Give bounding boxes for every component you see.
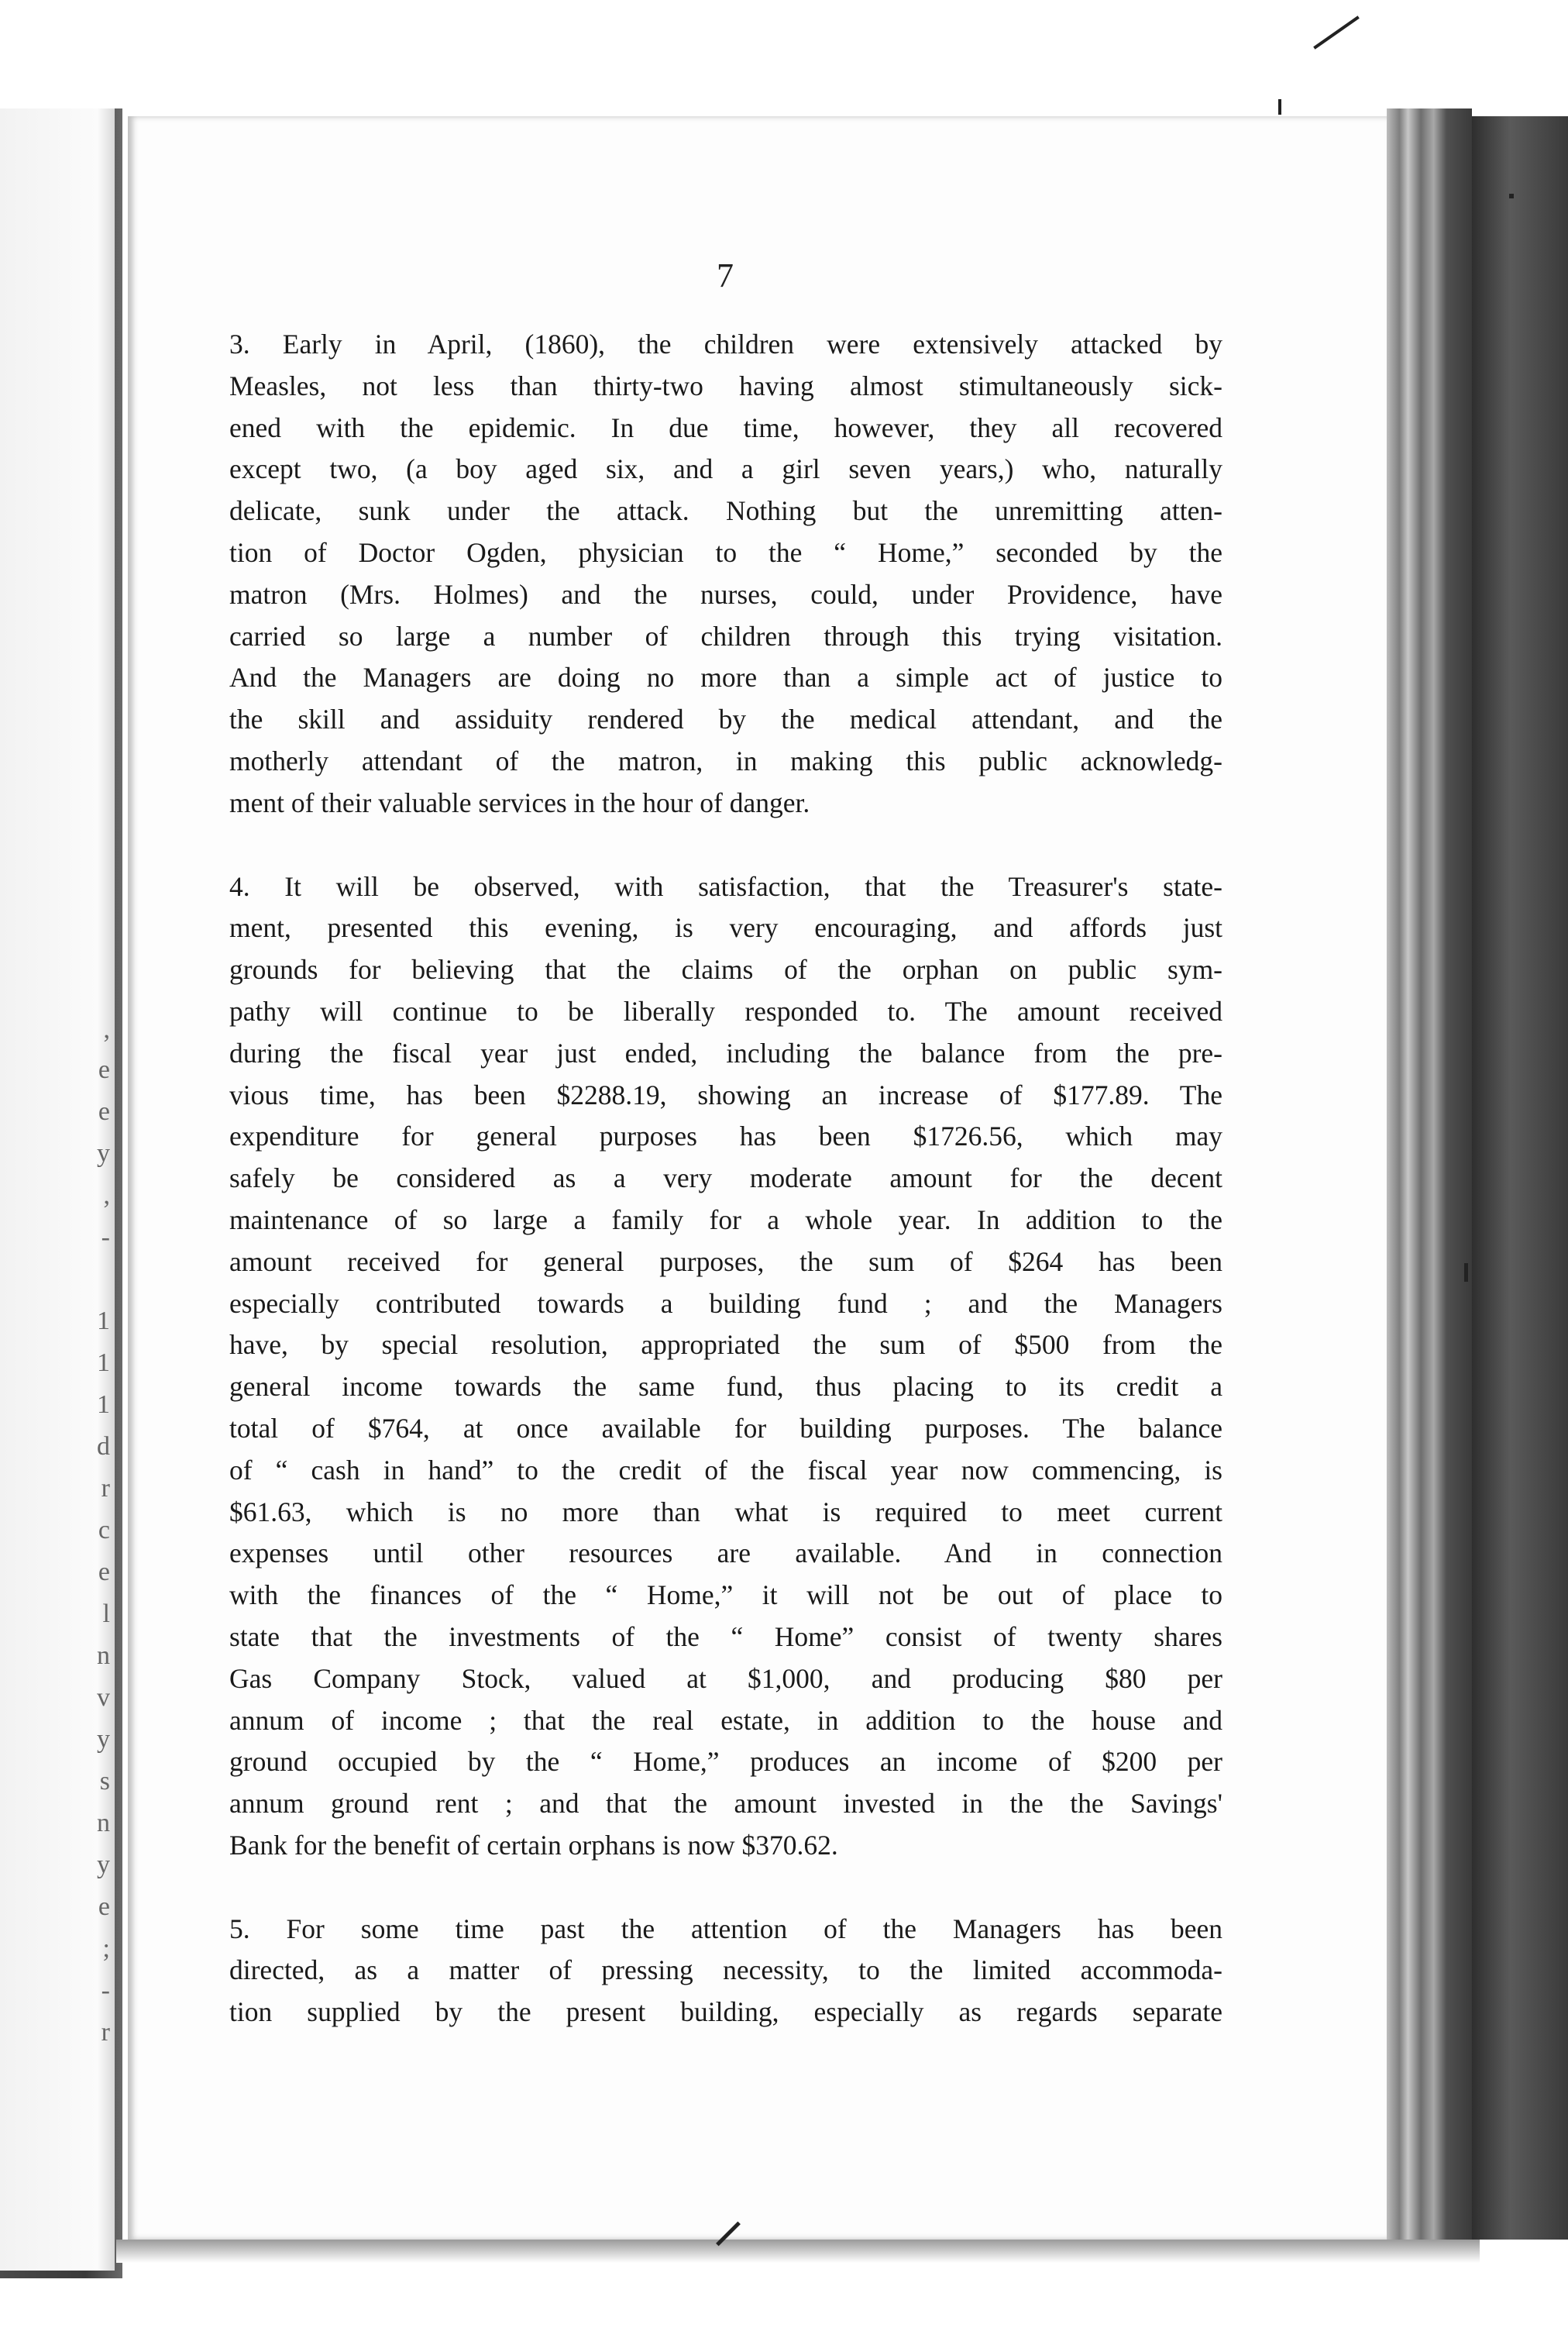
text-line: except two, (a boy aged six, and a girl seven years,) who, naturally [229, 453, 1222, 485]
fragment: - [101, 1976, 110, 2005]
text-line: And the Managers are doing no more than a simple act of justice to [229, 662, 1222, 694]
text-line: annum ground rent ; and that the amount invested in the the Savings' [229, 1788, 1222, 1820]
fragment: y [97, 1851, 110, 1879]
text-line: directed, as a matter of pressing necessity, to the limited accommoda- [229, 1954, 1222, 1986]
fragment: n [97, 1809, 110, 1837]
page-edges [1387, 108, 1472, 2247]
text-line: Bank for the benefit of certain orphans is now $370.62. [229, 1829, 838, 1861]
text-line: have, by special resolution, appropriated the sum of $500 from the [229, 1329, 1222, 1361]
text-line: vious time, has been $2288.19, showing an increase of $177.89. The [229, 1079, 1222, 1110]
fragment: r [101, 1474, 110, 1503]
page-number: 7 [717, 257, 734, 294]
text-line: carried so large a number of children through this trying visitation. [229, 620, 1222, 652]
text-line: ened with the epidemic. In due time, however, they all recovered [229, 411, 1222, 443]
fragment: v [97, 1683, 110, 1712]
text-line: safely be considered as a very moderate amount for the decent [229, 1162, 1222, 1194]
text-line: 3. Early in April, (1860), the children were extensively attacked by [229, 329, 1222, 360]
text-line: tion of Doctor Ogden, physician to the “ Home,” seconded by the [229, 536, 1222, 568]
text-line: matron (Mrs. Holmes) and the nurses, could, under Providence, have [229, 578, 1222, 610]
fragment: 1 [97, 1307, 110, 1335]
text-line: state that the investments of the “ Home” consist of twenty shares [229, 1620, 1222, 1652]
fragment: y [97, 1139, 110, 1168]
fragment: d [97, 1432, 110, 1461]
fragment: e [98, 1892, 110, 1921]
fragment: r [101, 2018, 110, 2047]
text-line: during the fiscal year just ended, including the balance from the pre- [229, 1037, 1222, 1069]
text-line: general income towards the same fund, thus placing to its credit a [229, 1371, 1222, 1403]
text-line: expenses until other resources are available. And in connection [229, 1537, 1222, 1569]
fragment: , [103, 1181, 110, 1210]
text-line: motherly attendant of the matron, in making this public acknowledg- [229, 745, 1222, 776]
text-line: tion supplied by the present building, especially as regards separate [229, 1996, 1222, 2028]
fragment: e [98, 1055, 110, 1084]
bottom-shadow [116, 2240, 1480, 2263]
paragraph-4 [229, 866, 1222, 1867]
text-line: with the finances of the “ Home,” it will not be out of place to [229, 1579, 1222, 1611]
text-line: annum of income ; that the real estate, in addition to the house and [229, 1704, 1222, 1736]
text-line: expenditure for general purposes has been $1726.56, which may [229, 1121, 1222, 1152]
fragment: s [99, 1767, 110, 1796]
fragment: ; [102, 1934, 110, 1963]
fragment: 1 [97, 1348, 110, 1377]
text-line: amount received for general purposes, the sum of $264 has been [229, 1245, 1222, 1277]
text-line: 5. For some time past the attention of the Managers has been [229, 1913, 1222, 1944]
paragraph-3 [229, 324, 1222, 825]
text-line: especially contributed towards a building fund ; and the Managers [229, 1287, 1222, 1319]
fragment: e [98, 1097, 110, 1126]
facing-page-text-fragments [0, 108, 115, 2271]
text-line: total of $764, at once available for building purposes. The balance [229, 1412, 1222, 1444]
fragment: - [101, 1223, 110, 1252]
scan-mark [1313, 15, 1360, 49]
scan-mark [1278, 99, 1281, 115]
document-body [229, 324, 1222, 2033]
book-cover-edge [1472, 116, 1568, 2240]
fragment: y [97, 1725, 110, 1754]
text-line: grounds for believing that the claims of the orphan on public sym- [229, 954, 1222, 986]
text-line: delicate, sunk under the attack. Nothing but the unremitting atten- [229, 495, 1222, 527]
text-line: the skill and assiduity rendered by the medical attendant, and the [229, 704, 1222, 735]
text-line: 4. It will be observed, with satisfaction, that the Treasurer's state- [229, 870, 1222, 902]
text-line: Measles, not less than thirty-two having almost stimultaneously sick- [229, 370, 1222, 401]
scan-mark [1509, 194, 1514, 198]
fragment: l [102, 1599, 110, 1628]
fragment: 1 [97, 1390, 110, 1419]
fragment: e [98, 1558, 110, 1586]
text-line: ground occupied by the “ Home,” produces an income of $200 per [229, 1746, 1222, 1778]
text-line: $61.63, which is no more than what is required to meet current [229, 1496, 1222, 1527]
fragment: , [103, 1015, 110, 1044]
text-line: of “ cash in hand” to the credit of the fiscal year now commencing, is [229, 1454, 1222, 1486]
paragraph-5 [229, 1909, 1222, 2033]
fragment: n [97, 1641, 110, 1670]
text-line: ment of their valuable services in the hour of danger. [229, 787, 810, 818]
text-line: pathy will continue to be liberally responded to. The amount received [229, 995, 1222, 1027]
text-line: Gas Company Stock, valued at $1,000, and producing $80 per [229, 1662, 1222, 1694]
scan-mark [1464, 1263, 1468, 1282]
text-line: maintenance of so large a family for a whole year. In addition to the [229, 1203, 1222, 1235]
text-line: ment, presented this evening, is very encouraging, and affords just [229, 912, 1222, 944]
fragment: c [98, 1516, 110, 1544]
